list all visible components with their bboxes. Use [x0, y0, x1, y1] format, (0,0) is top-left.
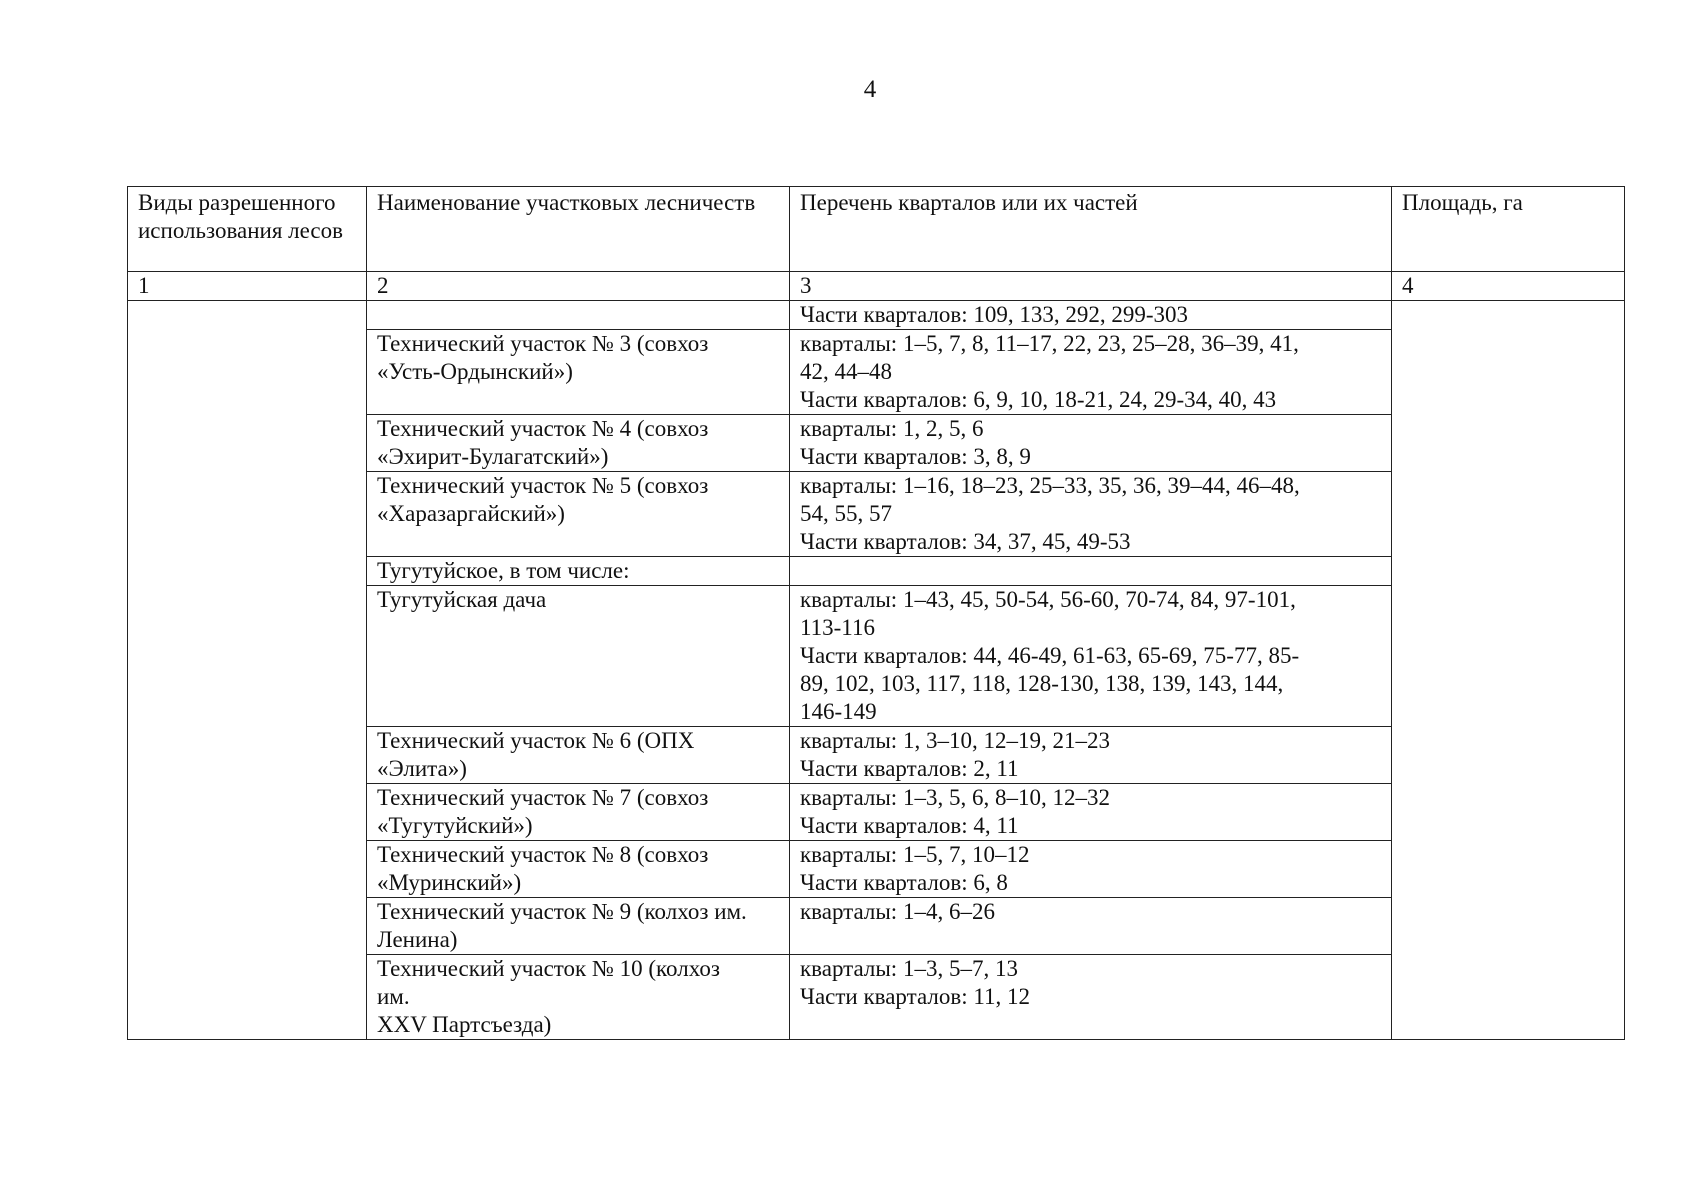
area-cell: [1392, 301, 1625, 1040]
table-row: [128, 301, 1625, 330]
forestry-name-line: Тугутуйское, в том числе:: [377, 558, 630, 583]
forestry-name-cell: [367, 841, 790, 898]
forest-use-type-cell: [128, 301, 367, 1040]
quarters-line: кварталы: 1–3, 5, 6, 8–10, 12–32: [800, 785, 1110, 810]
quarters-cell: [790, 841, 1392, 898]
table-header-row: [128, 187, 1625, 272]
forestry-name-cell: [367, 415, 790, 472]
quarters-line: Части кварталов: 6, 8: [800, 870, 1008, 895]
quarters-line: 146-149: [800, 699, 877, 724]
quarters-cell: [790, 330, 1392, 415]
quarters-line: кварталы: 1, 2, 5, 6: [800, 416, 984, 441]
forestry-name-line: Технический участок № 6 (ОПХ: [377, 728, 695, 753]
quarters-cell: [790, 955, 1392, 1040]
quarters-cell: [790, 557, 1392, 586]
forestry-name-cell: [367, 586, 790, 727]
page-number: 4: [863, 76, 877, 103]
quarters-line: Части кварталов: 4, 11: [800, 813, 1019, 838]
quarters-line: Части кварталов: 2, 11: [800, 756, 1019, 781]
forestry-name-line: «Муринский»): [377, 870, 522, 895]
forestry-name-line: Ленина): [377, 927, 458, 952]
quarters-line: Части кварталов: 44, 46-49, 61-63, 65-69, 75-77, 85-: [800, 643, 1300, 668]
quarters-line: 42, 44–48: [800, 359, 892, 384]
forestry-name-line: Технический участок № 4 (совхоз: [377, 416, 709, 441]
forestry-name-line: «Эхирит-Булагатский»): [377, 444, 609, 469]
column-number-1: 1: [128, 272, 367, 301]
quarters-line: Части кварталов: 6, 9, 10, 18-21, 24, 29-34, 40, 43: [800, 387, 1277, 412]
header-forestry-names: Наименование участковых лесничеств: [367, 187, 790, 272]
quarters-line: кварталы: 1–3, 5–7, 13: [800, 956, 1018, 981]
quarters-cell: [790, 784, 1392, 841]
quarters-line: кварталы: 1, 3–10, 12–19, 21–23: [800, 728, 1110, 753]
forestry-name-cell: [367, 898, 790, 955]
quarters-line: Части кварталов: 34, 37, 45, 49-53: [800, 529, 1131, 554]
forestry-name-line: XXV Партсъезда): [377, 1012, 552, 1037]
forestry-name-line: Технический участок № 7 (совхоз: [377, 785, 709, 810]
header-quarters-list: Перечень кварталов или их частей: [790, 187, 1392, 272]
quarters-line: Части кварталов: 109, 133, 292, 299-303: [800, 302, 1188, 327]
quarters-line: Части кварталов: 3, 8, 9: [800, 444, 1031, 469]
forestry-name-line: «Усть-Ордынский»): [377, 359, 573, 384]
quarters-cell: [790, 415, 1392, 472]
quarters-cell: [790, 472, 1392, 557]
quarters-cell: [790, 301, 1392, 330]
header-area: Площадь, га: [1392, 187, 1625, 272]
column-number-3: 3: [790, 272, 1392, 301]
column-number-4: 4: [1392, 272, 1625, 301]
quarters-line: Части кварталов: 11, 12: [800, 984, 1030, 1009]
forestry-name-cell: [367, 472, 790, 557]
forestry-name-line: «Элита»): [377, 756, 467, 781]
quarters-line: 89, 102, 103, 117, 118, 128-130, 138, 139, 143, 144,: [800, 671, 1284, 696]
forestry-name-line: Технический участок № 3 (совхоз: [377, 331, 709, 356]
forestry-name-line: Технический участок № 5 (совхоз: [377, 473, 709, 498]
forestry-name-line: Тугутуйская дача: [377, 587, 547, 612]
forestry-name-cell: [367, 330, 790, 415]
forestry-name-line: «Тугутуйский»): [377, 813, 533, 838]
forestry-name-line: «Харазаргайский»): [377, 501, 565, 526]
forestry-name-cell: [367, 955, 790, 1040]
forest-use-table: [127, 186, 1625, 1040]
quarters-line: 113-116: [800, 615, 875, 640]
column-number-row: [128, 272, 1625, 301]
quarters-line: кварталы: 1–5, 7, 8, 11–17, 22, 23, 25–28, 36–39, 41,: [800, 331, 1299, 356]
forestry-name-cell: [367, 301, 790, 330]
forestry-name-line: Технический участок № 10 (колхоз: [377, 956, 720, 981]
forestry-name-cell: [367, 557, 790, 586]
column-number-2: 2: [367, 272, 790, 301]
quarters-line: кварталы: 1–4, 6–26: [800, 899, 995, 924]
quarters-line: кварталы: 1–16, 18–23, 25–33, 35, 36, 39–44, 46–48,: [800, 473, 1300, 498]
forestry-name-line: Технический участок № 9 (колхоз им.: [377, 899, 747, 924]
forestry-name-line: им.: [377, 984, 410, 1009]
quarters-line: кварталы: 1–5, 7, 10–12: [800, 842, 1030, 867]
forestry-name-cell: [367, 727, 790, 784]
quarters-line: кварталы: 1–43, 45, 50-54, 56-60, 70-74, 84, 97-101,: [800, 587, 1296, 612]
quarters-cell: [790, 586, 1392, 727]
quarters-cell: [790, 727, 1392, 784]
forestry-name-cell: [367, 784, 790, 841]
quarters-cell: [790, 898, 1392, 955]
quarters-line: 54, 55, 57: [800, 501, 892, 526]
forestry-name-line: Технический участок № 8 (совхоз: [377, 842, 709, 867]
header-forest-use-types: Виды разрешенного использования лесов: [128, 187, 367, 272]
